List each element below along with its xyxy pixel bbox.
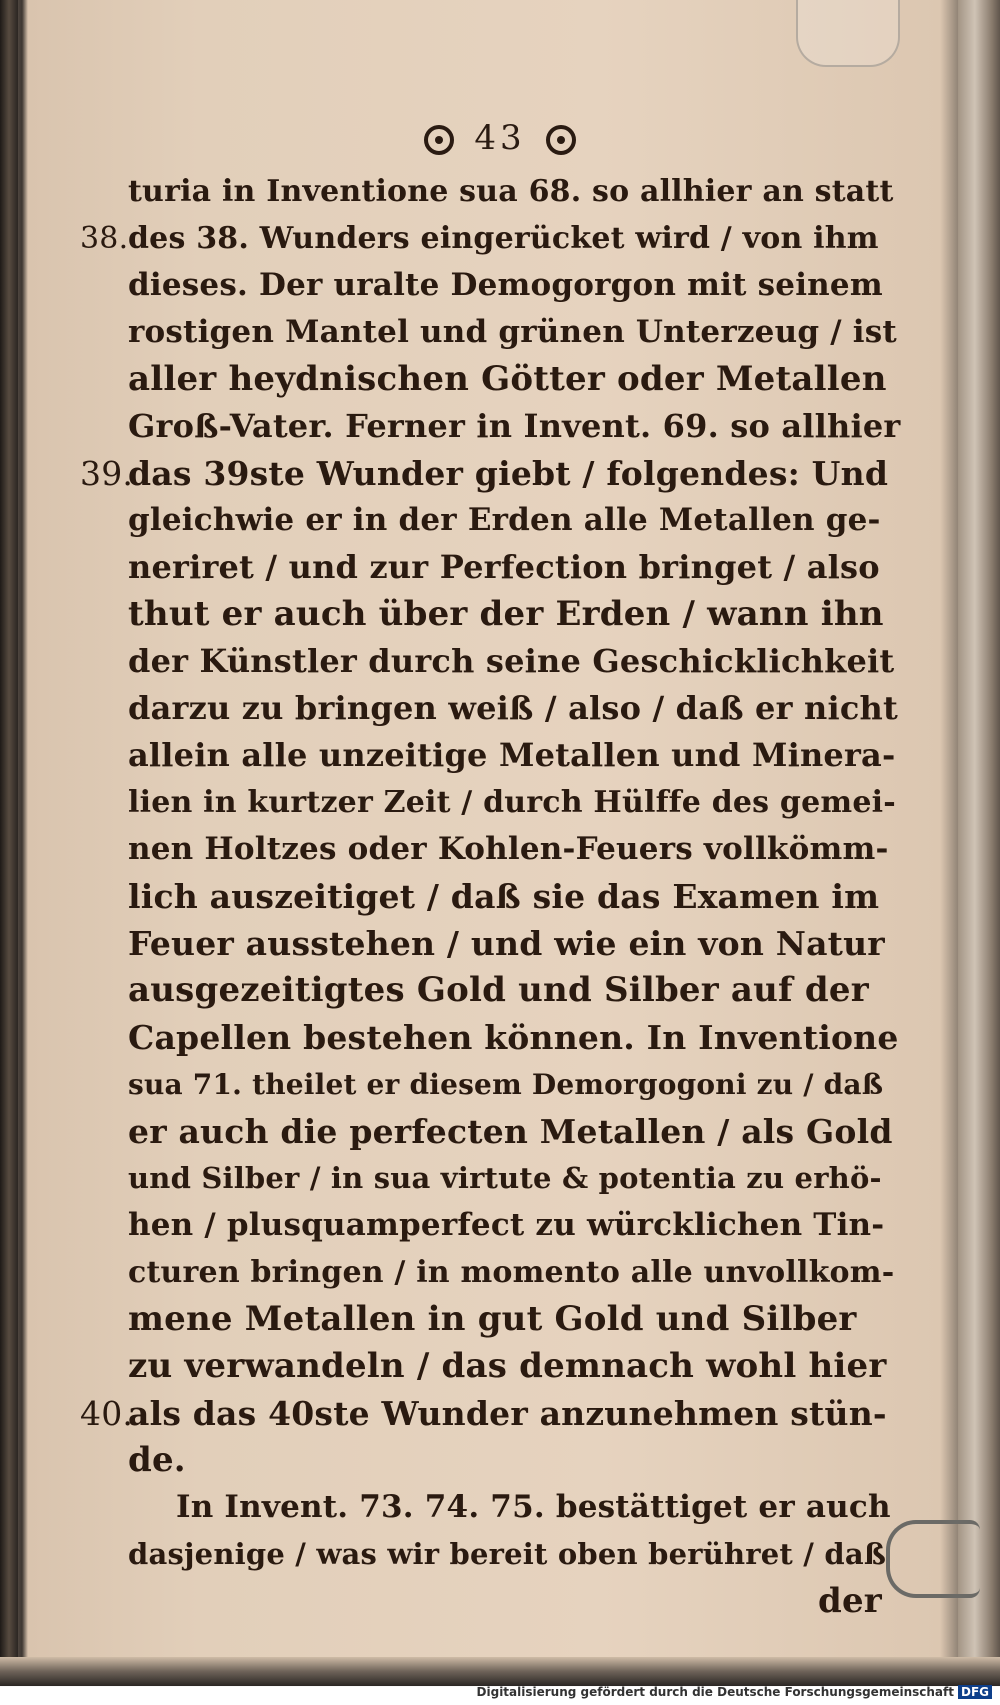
text-line: [80, 1155, 890, 1202]
digitization-credit: [477, 1685, 992, 1699]
text-line: [80, 826, 890, 873]
credit-text: Digitalisierung gefördert durch die Deutsche Forschungsgemeinschaft: [476, 1685, 954, 1699]
text-line: [80, 638, 895, 685]
text-line: [80, 1390, 890, 1437]
text-line: [80, 1014, 899, 1061]
line-text: neriret / und zur Perfection bringet / also: [128, 548, 880, 586]
line-text: des 38. Wunders eingerücket wird / von ihm: [128, 221, 879, 256]
text-line: [80, 1202, 890, 1249]
line-text: und Silber / in sua virtute & potentia zu erhö-: [128, 1161, 882, 1195]
text-line: [80, 497, 890, 544]
text-line: [80, 591, 890, 638]
line-text: lich auszeitiget / daß sie das Examen im: [128, 877, 880, 916]
page-number-header: [0, 118, 1000, 158]
line-text: mene Metallen in gut Gold und Silber: [128, 1299, 857, 1339]
margin-note: 40.: [80, 1394, 134, 1433]
line-text: cturen bringen / in momento alle unvollkom-: [128, 1255, 895, 1290]
text-line: [80, 1296, 890, 1343]
line-text: gleichwie er in der Erden alle Metallen ge-: [128, 502, 881, 538]
dfg-logo: DFG: [958, 1685, 992, 1699]
text-line: [80, 450, 890, 497]
text-line: [80, 1437, 890, 1484]
line-text: In Invent. 73. 74. 75. bestättiget er auch: [176, 1489, 891, 1525]
line-text: aller heydnischen Götter oder Metallen: [128, 359, 887, 399]
line-text: allein alle unzeitige Metallen und Minera-: [128, 736, 896, 774]
line-text: der Künstler durch seine Geschicklichkeit: [128, 642, 895, 680]
line-text: turia in Inventione sua 68. so allhier an statt: [128, 174, 894, 209]
text-line: [80, 1061, 890, 1108]
line-text: das 39ste Wunder giebt / folgendes: Und: [128, 454, 889, 493]
line-text: zu verwandeln / das demnach wohl hier: [128, 1346, 887, 1386]
line-text: de.: [128, 1440, 186, 1480]
margin-note: 39.: [80, 454, 134, 493]
text-line: [80, 544, 890, 591]
line-text: als das 40ste Wunder anzunehmen stün-: [128, 1394, 887, 1433]
book-gutter: [0, 0, 18, 1705]
line-text: ausgezeitigtes Gold und Silber auf der: [128, 970, 869, 1010]
text-line: [80, 1249, 895, 1296]
catchword: der: [818, 1581, 882, 1621]
text-line: [80, 732, 896, 779]
page-tab: [796, 0, 900, 67]
text-line: [80, 403, 901, 450]
line-text: Groß-Vater. Ferner in Invent. 69. so allhier: [128, 407, 901, 445]
ornament-icon: [424, 125, 454, 155]
page-edge: [958, 0, 1000, 1705]
text-line: [80, 215, 890, 262]
line-text: hen / plusquamperfect zu würcklichen Tin-: [128, 1207, 885, 1243]
margin-note: 38.: [80, 221, 129, 256]
line-text: rostigen Mantel und grünen Unterzeug / ist: [128, 314, 897, 350]
text-line: [80, 685, 898, 732]
page-number: 43: [474, 118, 526, 158]
line-text: sua 71. theilet er diesem Demorgogoni zu / daß: [128, 1068, 884, 1101]
paper-clip: [886, 1520, 980, 1598]
line-text: thut er auch über der Erden / wann ihn: [128, 594, 884, 634]
text-line: [80, 1531, 890, 1578]
text-line: [80, 262, 890, 309]
ornament-icon: [546, 125, 576, 155]
text-line: [80, 1578, 890, 1625]
text-line: [80, 1108, 893, 1155]
line-text: Capellen bestehen können. In Inventione: [128, 1018, 899, 1057]
line-text: dasjenige / was wir bereit oben berühret / daß: [128, 1537, 887, 1571]
text-line: [80, 1484, 890, 1531]
line-text: darzu zu bringen weiß / also / daß er nicht: [128, 689, 898, 727]
text-line: [80, 1343, 890, 1390]
text-line: [80, 779, 896, 826]
line-text: nen Holtzes oder Kohlen-Feuers vollkömm-: [128, 831, 889, 867]
body-text: [80, 168, 901, 1625]
text-line: [80, 356, 890, 403]
line-text: dieses. Der uralte Demogorgon mit seinem: [128, 267, 883, 303]
text-line: [80, 873, 890, 920]
text-line: [80, 168, 894, 215]
text-line: [80, 309, 897, 356]
line-text: er auch die perfecten Metallen / als Gold: [128, 1112, 893, 1151]
text-line: [80, 967, 890, 1014]
text-line: [80, 920, 890, 967]
line-text: lien in kurtzer Zeit / durch Hülffe des gemei-: [128, 785, 896, 820]
line-text: Feuer ausstehen / und wie ein von Natur: [128, 924, 885, 963]
